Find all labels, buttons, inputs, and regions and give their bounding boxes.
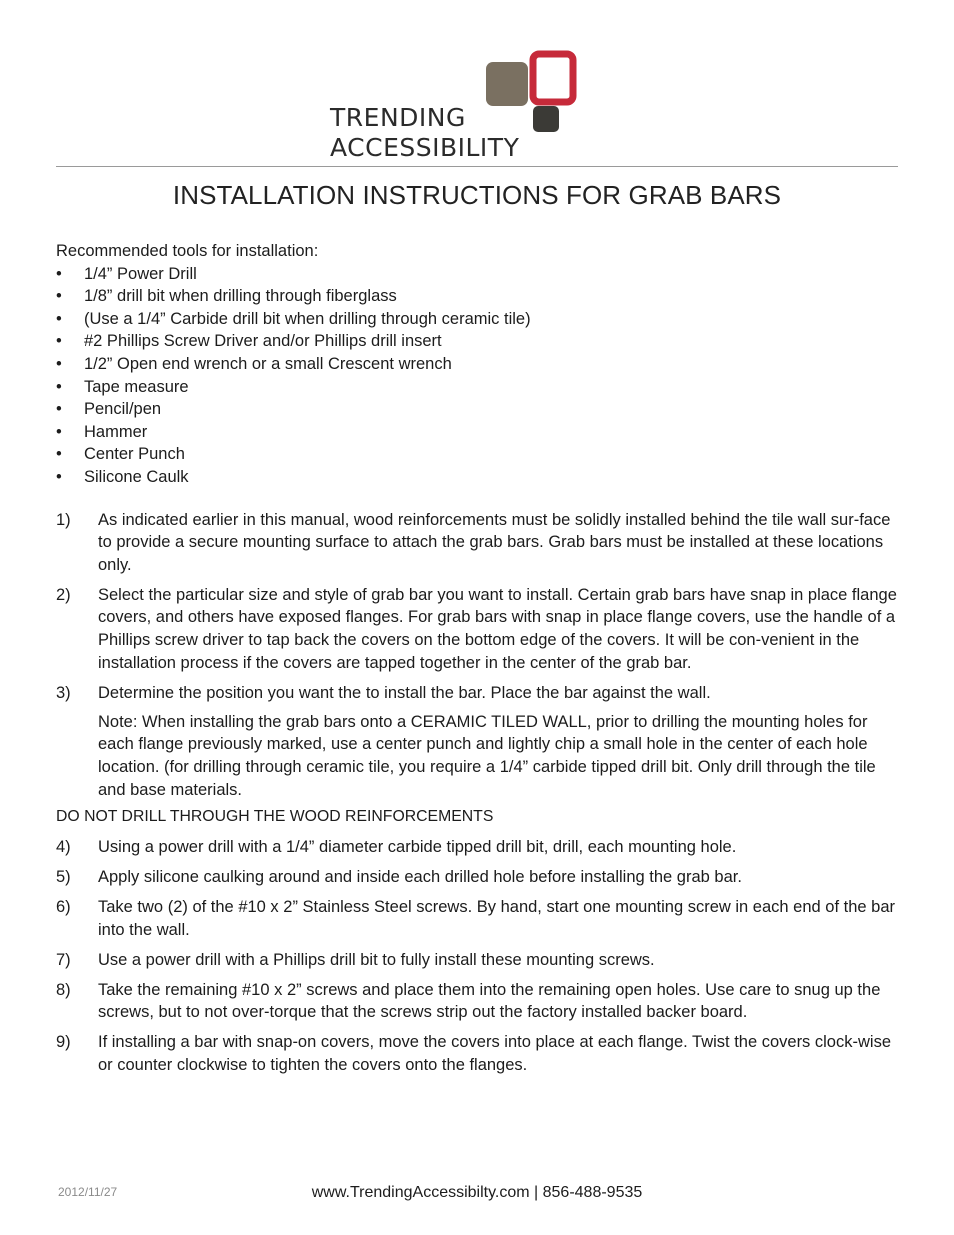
bullet-icon: • <box>56 400 62 419</box>
bullet-icon: • <box>56 422 62 441</box>
step-item <box>56 979 898 1024</box>
page-title: INSTALLATION INSTRUCTIONS FOR GRAB BARS <box>172 180 782 210</box>
list-item: • 1/8” drill bit when drilling through fiberglass <box>56 285 898 308</box>
step-item <box>56 682 898 705</box>
logo-line-2: ACCESSIBILITY <box>330 133 520 162</box>
step-text: Take the remaining #10 x 2” screws and place them into the remaining open holes. Use care to snug up the screws, but to not over-torque that the screws strip out the factory installed backer board. <box>98 980 881 1022</box>
step-number: 8) <box>56 980 71 999</box>
step-number: 2) <box>56 585 71 604</box>
step-number: 3) <box>56 683 71 702</box>
step-number: 6) <box>56 897 71 916</box>
list-item: • Pencil/pen <box>56 398 898 421</box>
step-text: Select the particular size and style of grab bar you want to install. Certain grab bars have snap in place flange covers, and others have exposed flanges. For grab bars with snap in place flange covers, use the handle of a Phillips screw driver to tap back the covers on the bottom edge of the covers. It will be con-venient in the installation process if the covers are tapped together in the center of the grab bar. <box>98 585 897 672</box>
list-item: • 1/4” Power Drill <box>56 263 898 286</box>
list-item: • Center Punch <box>56 443 898 466</box>
footer-contact: www.TrendingAccessibilty.com | 856-488-9535 <box>311 1184 643 1201</box>
list-item: • 1/2” Open end wrench or a small Crescent wrench <box>56 353 898 376</box>
step-item <box>56 836 898 859</box>
step-item <box>56 896 898 941</box>
step-text: Take two (2) of the #10 x 2” Stainless Steel screws. By hand, start one mounting screw in each end of the bar into the wall. <box>98 897 896 939</box>
step-number: 9) <box>56 1033 71 1052</box>
logo-red-outline-square <box>533 54 573 102</box>
step-number: 1) <box>56 510 71 529</box>
list-item: • Tape measure <box>56 376 898 399</box>
bullet-icon: • <box>56 445 62 464</box>
step-item <box>56 949 898 972</box>
step-text: Use a power drill with a Phillips drill bit to fully install these mounting screws. <box>98 950 655 969</box>
bullet-icon: • <box>56 377 62 396</box>
logo-line-1: TRENDING <box>330 103 466 132</box>
step-text: Apply silicone caulking around and inside each drilled hole before installing the grab bar. <box>98 867 742 886</box>
step-number: 4) <box>56 837 71 856</box>
step-number: 7) <box>56 950 71 969</box>
bullet-icon: • <box>56 287 62 306</box>
logo-dark-square <box>533 106 559 132</box>
tools-list <box>56 263 898 489</box>
list-item: • Silicone Caulk <box>56 466 898 489</box>
step-text: As indicated earlier in this manual, wood reinforcements must be solidly installed behind the tile wall sur-face to provide a secure mounting surface to attach the grab bars. Grab bars must be installed at these locations only. <box>98 510 891 574</box>
step-text: Using a power drill with a 1/4” diameter carbide tipped drill bit, drill, each mounting hole. <box>98 837 737 856</box>
step-item <box>56 866 898 889</box>
ceramic-tile-note: Note: When installing the grab bars onto a CERAMIC TILED WALL, prior to drilling the mounting holes for each flange previously marked, use a center punch and lightly chip a small hole in the center of each hole location. (for drilling through ceramic tile, you require a 1/4” carbide tipped drill bit. Only drill through the tile and base materials. <box>98 712 876 799</box>
step-item <box>56 509 898 577</box>
steps-list-continued <box>56 836 898 1077</box>
bullet-icon: • <box>56 467 62 486</box>
tools-heading: Recommended tools for installation: <box>56 242 319 260</box>
warning-text: DO NOT DRILL THROUGH THE WOOD REINFORCEMENTS <box>56 808 494 826</box>
step-item <box>56 584 898 674</box>
logo-taupe-square <box>486 62 528 106</box>
step-number: 5) <box>56 867 71 886</box>
company-logo <box>330 50 610 162</box>
instructions-body <box>56 240 898 1084</box>
header-divider <box>56 166 898 167</box>
list-item: • (Use a 1/4” Carbide drill bit when drilling through ceramic tile) <box>56 308 898 331</box>
step-item <box>56 1031 898 1076</box>
bullet-icon: • <box>56 309 62 328</box>
bullet-icon: • <box>56 332 62 351</box>
list-item: • Hammer <box>56 421 898 444</box>
steps-list <box>56 509 898 705</box>
footer-date: 2012/11/27 <box>58 1185 118 1199</box>
step-text: Determine the position you want the to install the bar. Place the bar against the wall. <box>98 683 711 702</box>
bullet-icon: • <box>56 354 62 373</box>
step-text: If installing a bar with snap-on covers, move the covers into place at each flange. Twist the covers clock-wise or counter clockwise to tighten the covers onto the flanges. <box>98 1033 891 1074</box>
bullet-icon: • <box>56 264 62 283</box>
list-item: • #2 Phillips Screw Driver and/or Phillips drill insert <box>56 330 898 353</box>
